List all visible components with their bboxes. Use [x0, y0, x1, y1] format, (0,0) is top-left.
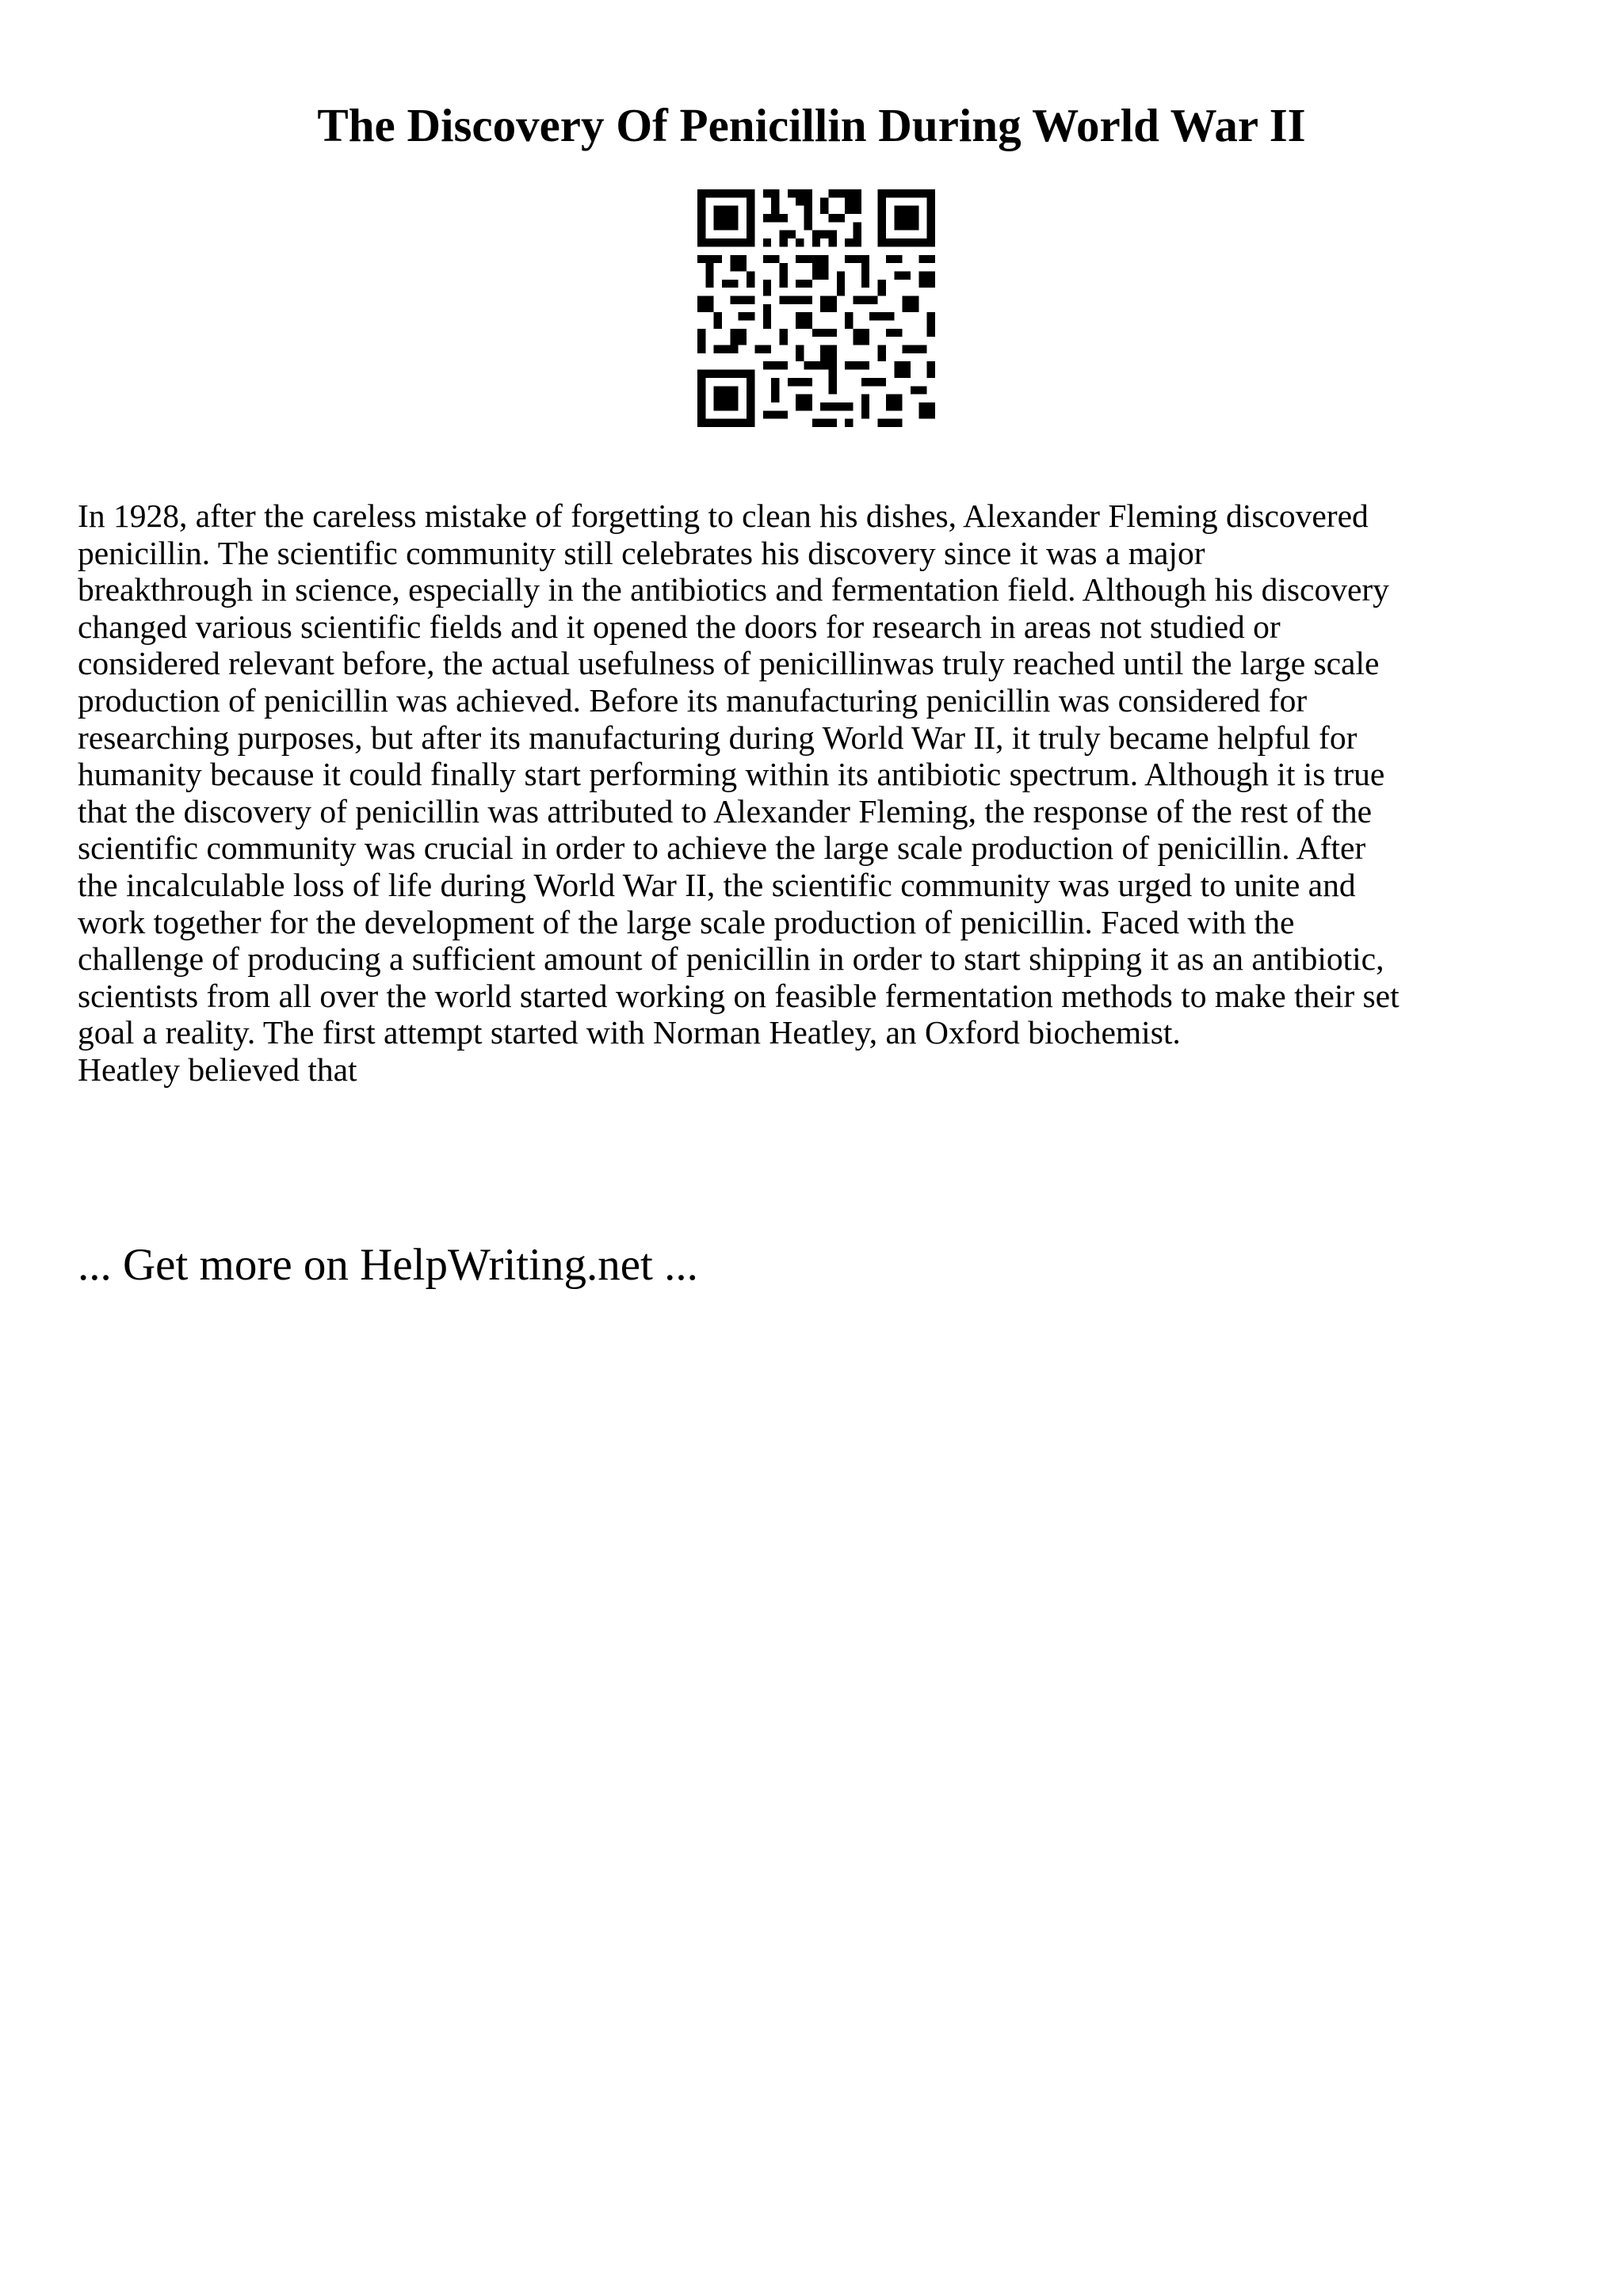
qr-code-icon: [697, 187, 935, 429]
body-text: In 1928, after the careless mistake of forgetting to clean his dishes, Alexander Fleming discovered penicillin. The scientific community still celebrates his discovery since it was a major breakthrough in science, especially in the antibiotics and fermentation field. Although his discovery changed various scientific fields and it opened the doors for research in areas not studied or considered relevant before, the actual usefulness of penicillinwas truly reached until the large scale production of penicillin was achieved. Before its manufacturing penicillin was considered for researching purposes, but after its manufacturing during World War II, it truly became helpful for humanity because it could finally start performing within its antibiotic spectrum. Although it is true that the discovery of penicillin was attributed to Alexander Fleming, the response of the rest of the scientific community was crucial in order to achieve the large scale production of penicillin. After the incalculable loss of life during World War II, the scientific community was urged to unite and work together for the development of the large scale production of penicillin. Faced with the challenge of producing a sufficient amount of penicillin in order to start shipping it as an antibiotic, scientists from all over the world started working on feasible fermentation methods to make their set goal a reality. The first attempt started with Norman Heatley, an Oxford biochemist. Heatley believed that: [78, 498, 1400, 1088]
document-title: The Discovery Of Penicillin During World War II: [317, 99, 1306, 151]
helpwriting-link[interactable]: ... Get more on HelpWriting.net ...: [78, 1240, 698, 1290]
